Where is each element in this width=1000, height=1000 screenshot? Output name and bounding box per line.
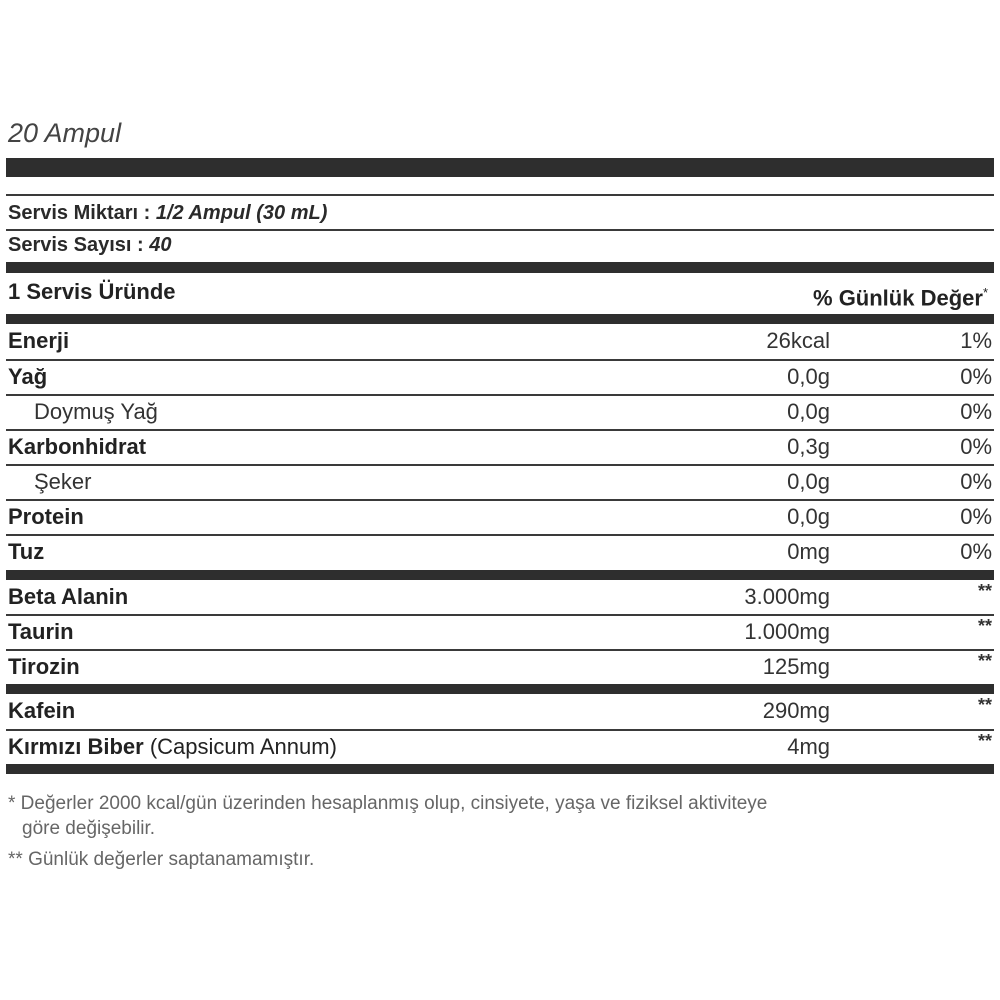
footnote-not-established: ** Günlük değerler saptanamamıştır. bbox=[8, 849, 315, 870]
nutrient-amount: 0,3g bbox=[787, 434, 830, 459]
footnote-daily-values-cont: göre değişebilir. bbox=[22, 818, 156, 839]
active-row bbox=[6, 651, 994, 685]
active-row bbox=[6, 695, 994, 729]
nutrient-daily-value: 0% bbox=[960, 399, 992, 424]
daily-value-asterisk: * bbox=[982, 285, 988, 300]
active-daily-value: ** bbox=[977, 581, 992, 601]
top-divider-thick bbox=[6, 158, 994, 177]
nutrient-row bbox=[6, 396, 994, 430]
active-amount: 3.000mg bbox=[744, 584, 830, 609]
nutrient-amount: 26kcal bbox=[766, 328, 830, 353]
active-row bbox=[6, 731, 994, 765]
nutrient-name: Enerji bbox=[8, 328, 70, 353]
active-name: Taurin bbox=[8, 619, 74, 644]
daily-value-header: % Günlük Değer* bbox=[813, 285, 988, 311]
active-amount: 125mg bbox=[762, 654, 830, 679]
nutrient-amount: 0,0g bbox=[787, 504, 830, 529]
nutrient-daily-value: 0% bbox=[960, 539, 992, 564]
active-row bbox=[6, 581, 994, 615]
serving-size-label: Servis Miktarı : bbox=[8, 202, 151, 224]
nutrient-row bbox=[6, 431, 994, 465]
nutrient-amount: 0mg bbox=[787, 539, 830, 564]
section-divider bbox=[6, 262, 994, 273]
active-row bbox=[6, 616, 994, 650]
active-name: Beta Alanin bbox=[8, 584, 129, 609]
serving-count-label: Servis Sayısı : bbox=[8, 234, 144, 256]
active-name: Tirozin bbox=[8, 654, 80, 679]
serving-size-value: 1/2 Ampul (30 mL) bbox=[155, 202, 328, 224]
nutrient-name: Tuz bbox=[8, 539, 45, 564]
active-amount: 1.000mg bbox=[744, 619, 830, 644]
divider bbox=[6, 229, 994, 231]
nutrient-daily-value: 1% bbox=[960, 328, 992, 353]
nutrient-amount: 0,0g bbox=[787, 364, 830, 389]
nutrient-name: Karbonhidrat bbox=[8, 434, 147, 459]
nutrient-row bbox=[6, 466, 994, 500]
serving-count bbox=[8, 234, 171, 257]
nutrient-amount: 0,0g bbox=[787, 469, 830, 494]
nutrient-name: Yağ bbox=[8, 364, 48, 389]
serving-size bbox=[8, 202, 327, 225]
active-daily-value: ** bbox=[977, 695, 992, 715]
nutrient-name: Şeker bbox=[34, 469, 92, 494]
bottom-divider bbox=[6, 764, 994, 774]
nutrient-daily-value: 0% bbox=[960, 434, 992, 459]
active-name-latin: (Capsicum Annum) bbox=[149, 734, 337, 759]
active-amount: 4mg bbox=[787, 734, 830, 759]
nutrient-daily-value: 0% bbox=[960, 364, 992, 389]
nutrient-amount: 0,0g bbox=[787, 399, 830, 424]
active-name: Kırmızı Biber (Capsicum Annum) bbox=[8, 734, 337, 759]
nutrient-name: Doymuş Yağ bbox=[34, 399, 158, 424]
footnote-daily-values: * Değerler 2000 kcal/gün üzerinden hesaplanmış olup, cinsiyete, yaşa ve fiziksel aktiviteye bbox=[8, 793, 768, 814]
product-title: 20 Ampul bbox=[8, 118, 122, 148]
active-daily-value: ** bbox=[977, 651, 992, 671]
per-serving-header: 1 Servis Üründe bbox=[8, 279, 176, 304]
section-divider bbox=[6, 314, 994, 324]
serving-count-value: 40 bbox=[149, 234, 172, 256]
nutrient-row bbox=[6, 325, 994, 359]
active-daily-value: ** bbox=[977, 616, 992, 636]
section-divider bbox=[6, 570, 994, 580]
active-amount: 290mg bbox=[762, 698, 830, 723]
nutrient-row bbox=[6, 501, 994, 535]
nutrient-name: Protein bbox=[8, 504, 84, 529]
nutrient-daily-value: 0% bbox=[960, 504, 992, 529]
active-daily-value: ** bbox=[977, 731, 992, 751]
nutrient-row bbox=[6, 361, 994, 395]
nutrient-daily-value: 0% bbox=[960, 469, 992, 494]
divider bbox=[6, 194, 994, 196]
active-name: Kafein bbox=[8, 698, 76, 723]
nutrient-row bbox=[6, 536, 994, 570]
section-divider bbox=[6, 684, 994, 694]
